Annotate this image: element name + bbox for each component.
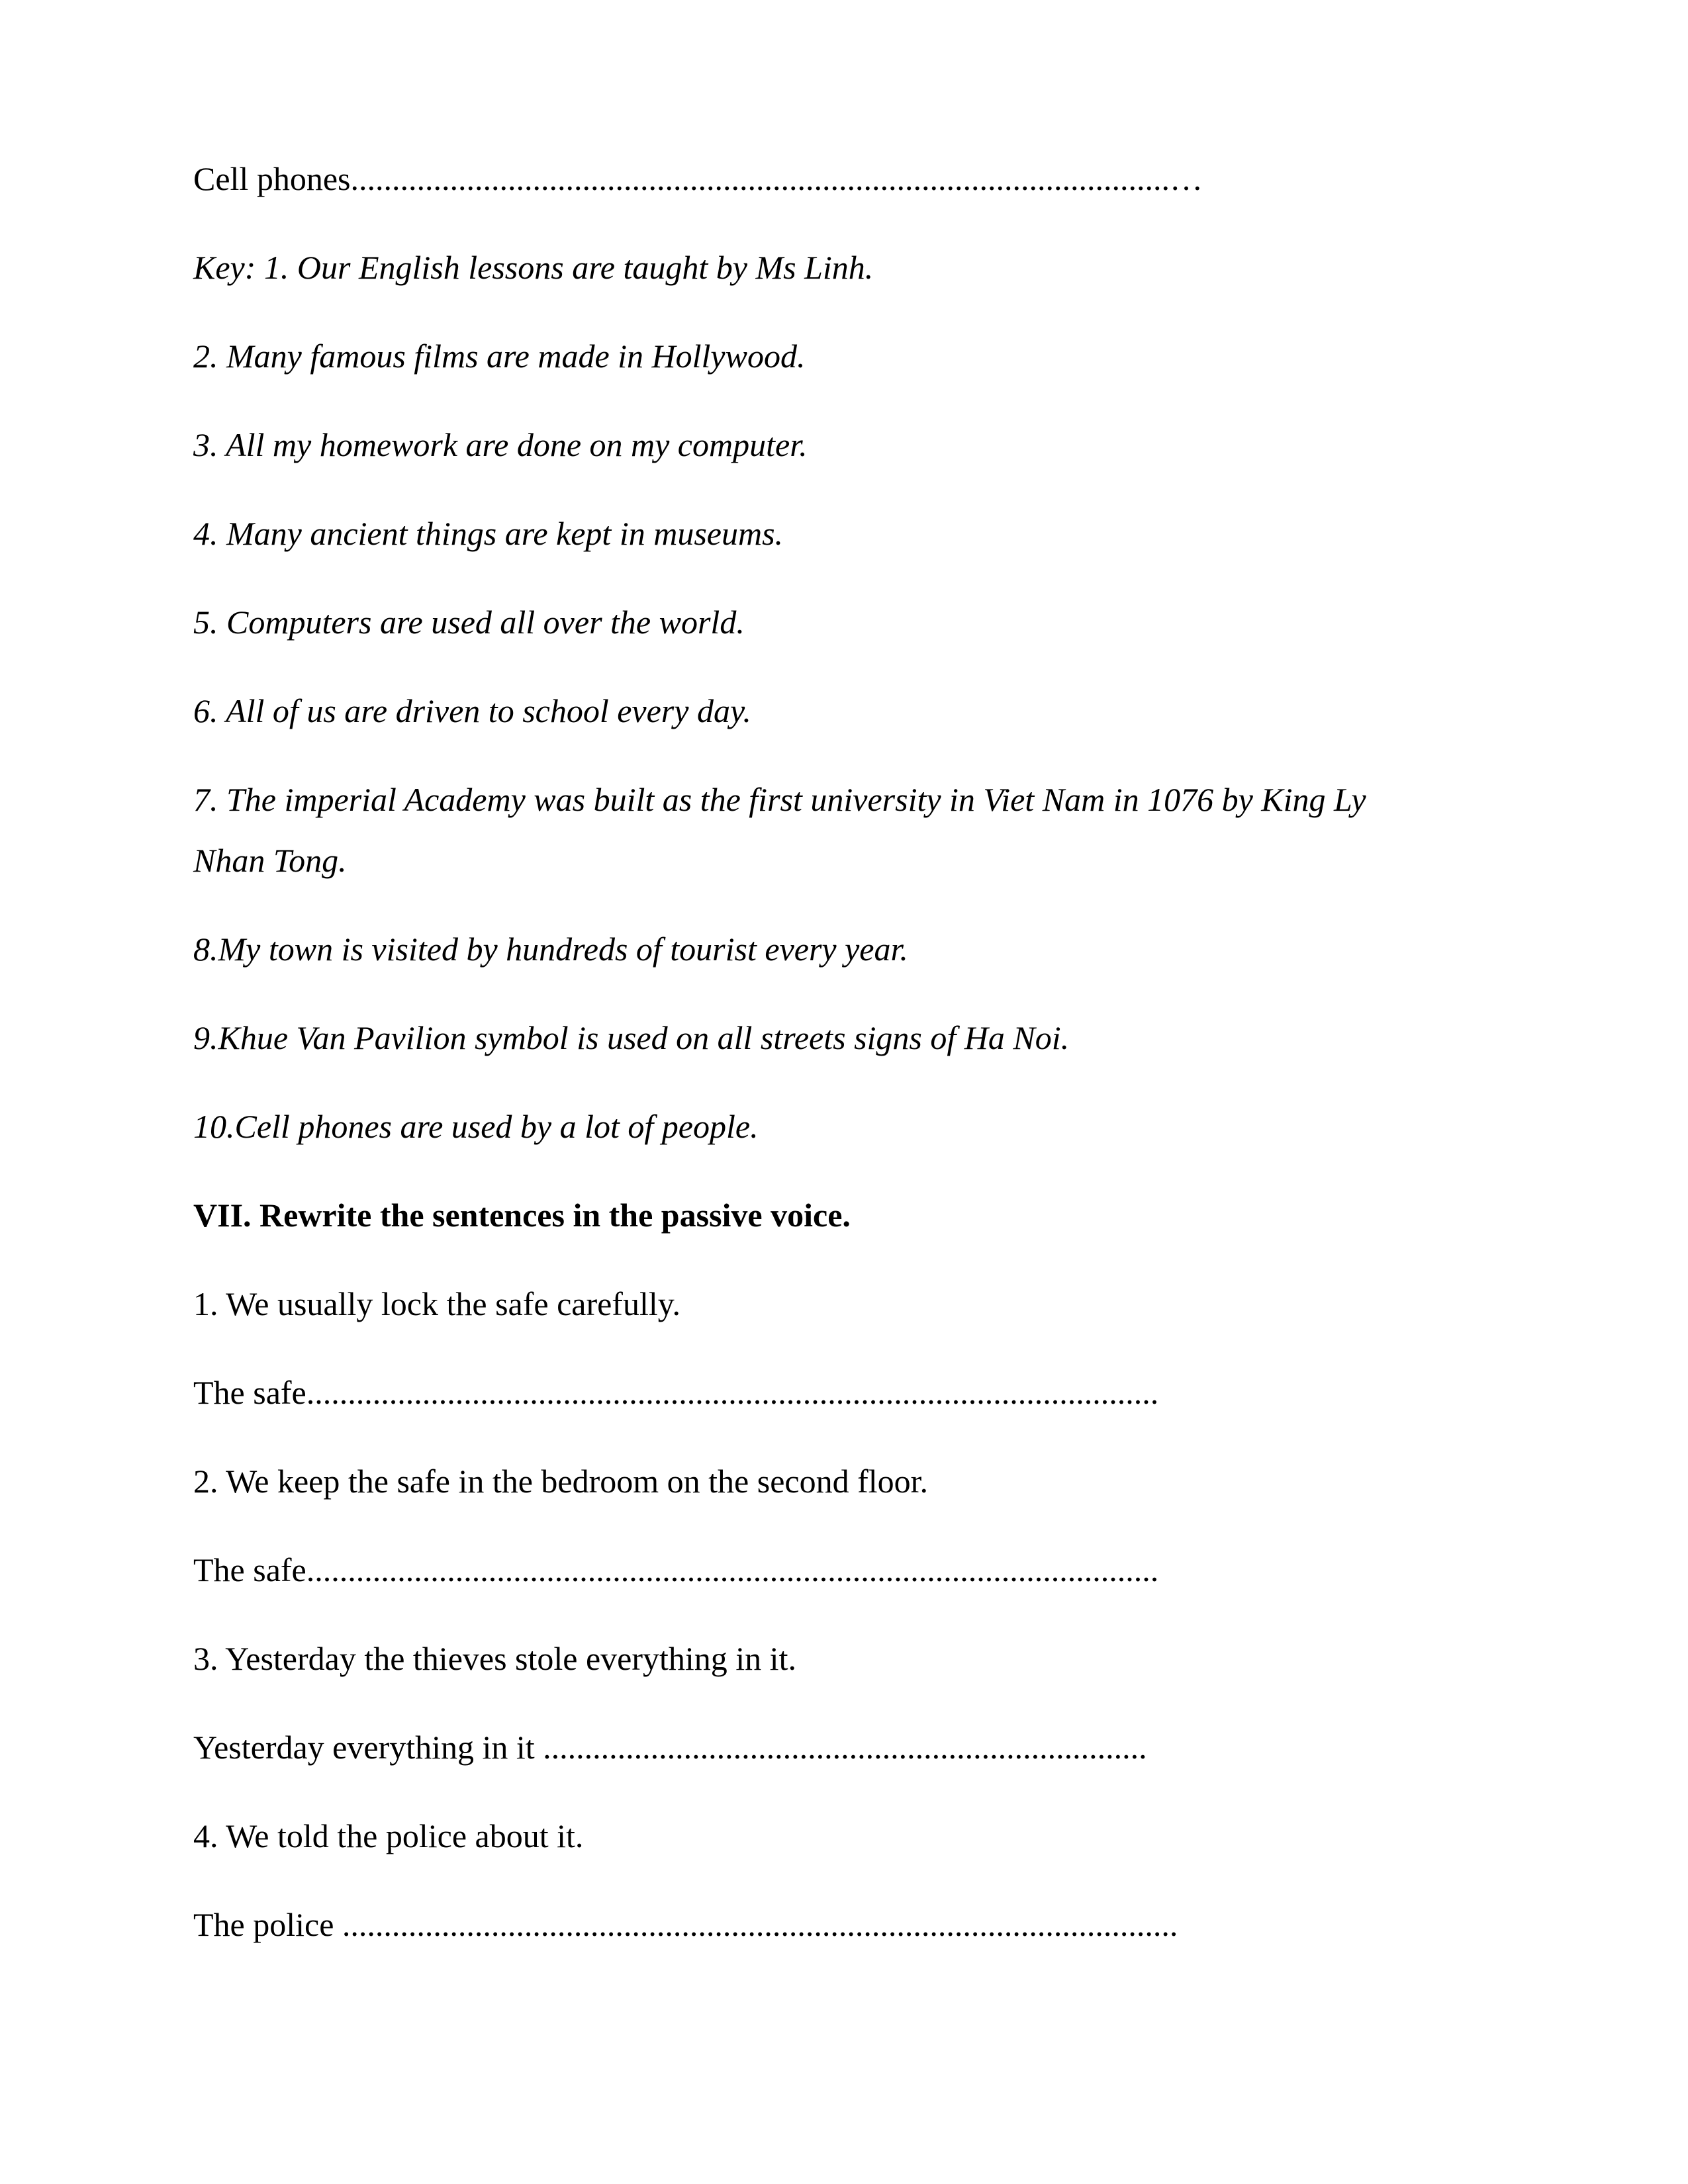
key-line-1: Key: 1. Our English lessons are taught by Ms Linh. [193,249,874,286]
answer-line-cell-phones: Cell phones...................................................................................................… [193,160,1203,197]
key-line-7: 7. The imperial Academy was built as the first university in Viet Nam in 1076 by King Ly [193,781,1366,818]
exercise-answer-4: The police ..................................................................................................... [193,1906,1178,1943]
key-line-3: 3. All my homework are done on my computer. [193,426,808,463]
key-line-7-continued: Nhan Tong. [193,842,347,879]
exercise-sentence-3: 3. Yesterday the thieves stole everything in it. [193,1640,796,1677]
key-line-9: 9.Khue Van Pavilion symbol is used on all streets signs of Ha Noi. [193,1019,1070,1056]
key-line-6: 6. All of us are driven to school every day. [193,692,751,729]
exercise-answer-3: Yesterday everything in it ......................................................................... [193,1729,1147,1766]
key-line-5: 5. Computers are used all over the world. [193,604,745,641]
key-line-4: 4. Many ancient things are kept in museums. [193,515,784,552]
key-line-2: 2. Many famous films are made in Hollywood. [193,338,806,375]
exercise-sentence-2: 2. We keep the safe in the bedroom on the second floor. [193,1463,929,1500]
exercise-answer-1: The safe....................................................................................................... [193,1374,1159,1411]
key-line-8: 8.My town is visited by hundreds of tourist every year. [193,931,908,968]
section-heading: VII. Rewrite the sentences in the passive voice. [193,1197,851,1234]
exercise-sentence-1: 1. We usually lock the safe carefully. [193,1285,680,1322]
exercise-answer-2: The safe....................................................................................................... [193,1551,1159,1588]
exercise-sentence-4: 4. We told the police about it. [193,1817,584,1854]
key-line-10: 10.Cell phones are used by a lot of people. [193,1108,759,1145]
